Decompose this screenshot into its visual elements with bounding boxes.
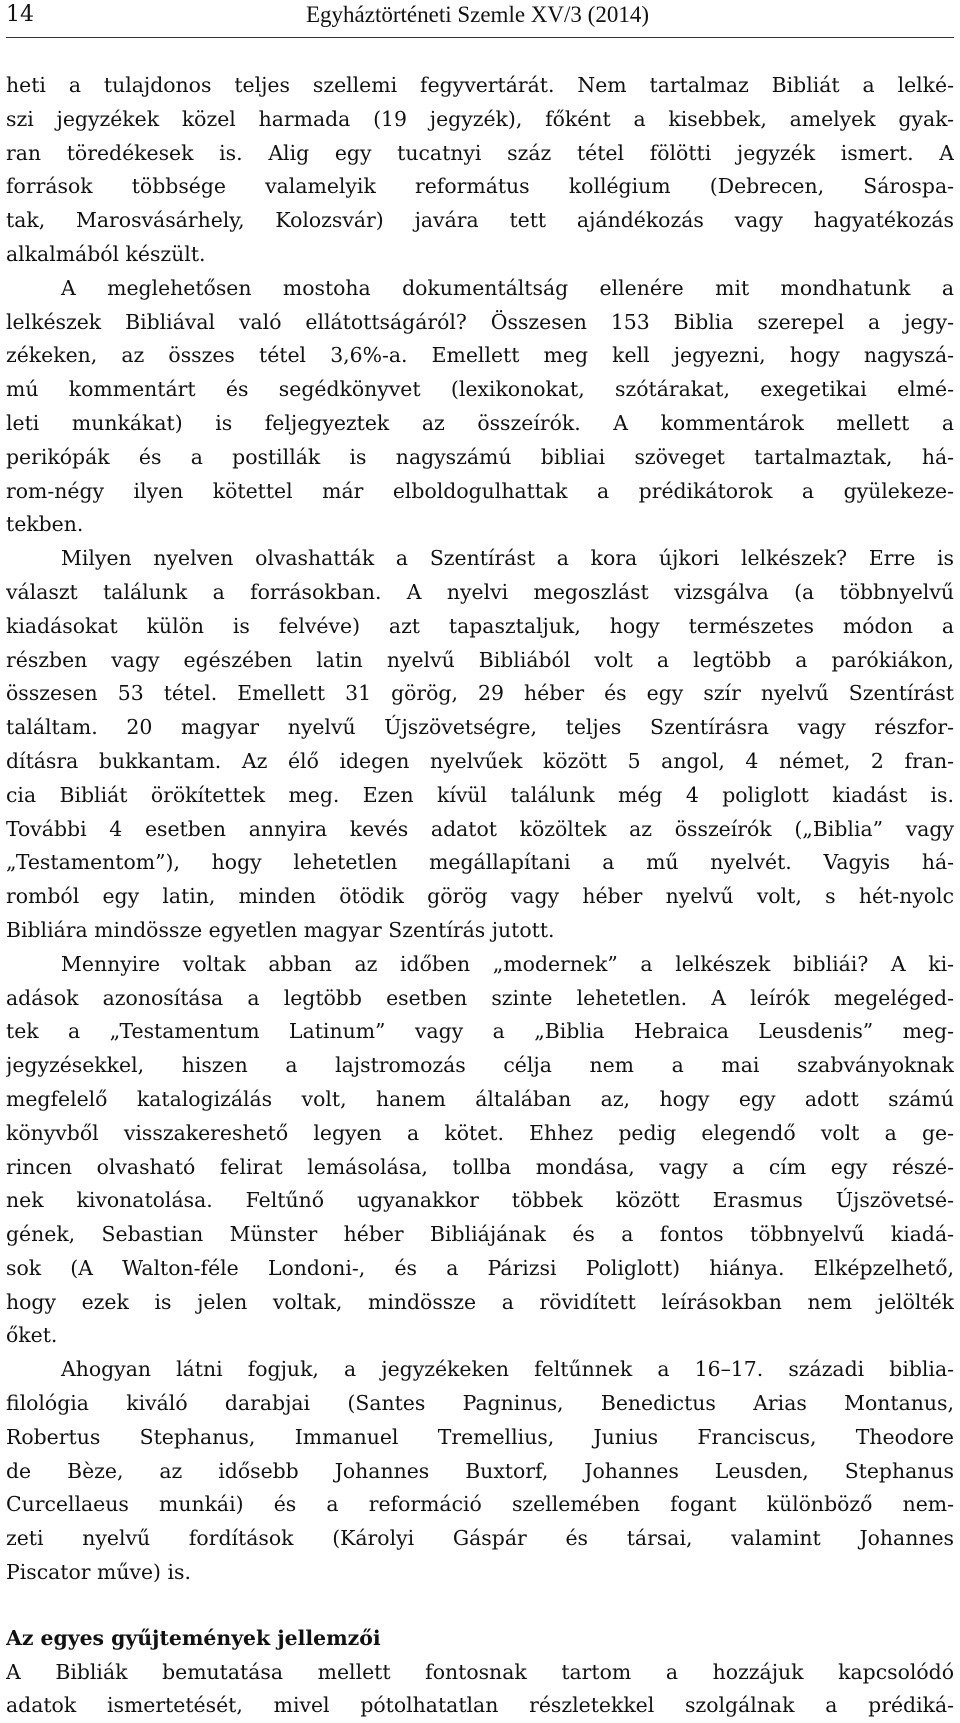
text-line: rincen olvasható felirat lemásolása, tollba mondása, vagy a cím egy részé- (6, 1154, 954, 1179)
paragraph-start-line: Ahogyan látni fogjuk, a jegyzékeken feltűnnek a 16–17. századi biblia- (61, 1357, 954, 1382)
document-page (6, 0, 954, 1723)
paragraph-start-line: A meglehetősen mostoha dokumentáltság ellenére mit mondhatunk a (61, 275, 954, 300)
text-line: Piscator műve) is. (6, 1560, 191, 1585)
text-line: választ találunk a forrásokban. A nyelvi megoszlást vizsgálva (a többnyelvű (6, 579, 954, 604)
text-line: források többsége valamelyik református kollégium (Debrecen, Sárospa- (6, 174, 954, 199)
text-line: adások azonosítása a legtöbb esetben szinte lehetetlen. A leírók megeléged- (6, 985, 954, 1010)
text-line: őket. (6, 1323, 58, 1348)
text-line: nek kivonatolása. Feltűnő ugyanakkor többek között Erasmus Újszövetsé- (6, 1188, 954, 1213)
section-spacer (6, 1590, 954, 1622)
text-line: lelkészek Bibliával való ellátottságáról? Összesen 153 Biblia szerepel a jegy- (6, 309, 954, 334)
text-line: „Testamentom”), hogy lehetetlen megállapítani a mű nyelvét. Vagyis há- (6, 850, 954, 875)
text-line: További 4 esetben annyira kevés adatot közöltek az összeírók („Biblia” vagy (6, 816, 954, 841)
text-line: kiadásokat külön is felvéve) azt tapasztaljuk, hogy természetes módon a (6, 613, 954, 638)
text-line: részben vagy egészében latin nyelvű Bibliából volt a legtöbb a parókiákon, (6, 647, 954, 672)
text-line: szi jegyzékek közel harmada (19 jegyzék), főként a kisebbek, amelyek gyak- (6, 106, 954, 131)
text-line: Curcellaeus munkái) és a reformáció szellemében fogant különböző nem- (6, 1492, 954, 1517)
text-line: A Bibliák bemutatása mellett fontosnak tartom a hozzájuk kapcsolódó (6, 1659, 954, 1684)
text-line: zékeken, az összes tétel 3,6%-a. Emellett meg kell jegyezni, hogy nagyszá- (6, 343, 954, 368)
running-header (6, 0, 954, 38)
paragraph-start-line: Mennyire voltak abban az időben „modernek” a lelkészek bibliái? A ki- (61, 951, 954, 976)
text-line: heti a tulajdonos teljes szellemi fegyvertárát. Nem tartalmaz Bibliát a lelké- (6, 73, 954, 97)
text-line: dításra bukkantam. Az élő idegen nyelvűek között 5 angol, 4 német, 2 fran- (6, 748, 954, 773)
text-line: romból egy latin, minden ötödik görög vagy héber nyelvű volt, s hét-nyolc (6, 884, 954, 909)
text-line: hogy ezek is jelen voltak, mindössze a rövidített leírásokban nem jelölték (6, 1289, 954, 1314)
text-line: találtam. 20 magyar nyelvű Újszövetségre, teljes Szentírásra vagy részfor- (6, 715, 954, 740)
page-number: 14 (6, 2, 34, 27)
text-line: megfelelő katalogizálás volt, hanem általában az, hogy egy adott számú (6, 1086, 954, 1111)
paragraph-start-line: Milyen nyelven olvashatták a Szentírást a kora újkori lelkészek? Erre is (61, 546, 954, 571)
text-line: mú kommentárt és segédkönyvet (lexikonokat, szótárakat, exegetikai elmé- (6, 377, 954, 402)
text-line: Bibliára mindössze egyetlen magyar Szentírás jutott. (6, 917, 555, 942)
text-line: perikópák és a postillák is nagyszámú bibliai szöveget tartalmaztak, há- (6, 444, 954, 469)
text-line: de Bèze, az idősebb Johannes Buxtorf, Johannes Leusden, Stephanus (6, 1458, 954, 1483)
text-line: filológia kiváló darabjai (Santes Pagninus, Benedictus Arias Montanus, (6, 1391, 954, 1416)
text-line: sok (A Walton-féle Londoni-, és a Párizsi Poliglott) hiánya. Elképzelhető, (6, 1255, 954, 1280)
text-line: összesen 53 tétel. Emellett 31 görög, 29 héber és egy szír nyelvű Szentírást (6, 681, 954, 706)
text-line: adatok ismertetését, mivel pótolhatatlan részletekkel szolgálnak a prédiká- (6, 1693, 954, 1718)
text-line: tak, Marosvásárhely, Kolozsvár) javára tett ajándékozás vagy hagyatékozás (6, 208, 954, 233)
text-line: jegyzésekkel, hiszen a lajstromozás célja nem a mai szabványoknak (6, 1053, 954, 1078)
text-line: ran töredékesek is. Alig egy tucatnyi száz tétel fölötti jegyzék ismert. A (6, 140, 954, 165)
journal-title: Egyháztörténeti Szemle XV/3 (2014) (306, 2, 649, 27)
section-heading: Az egyes gyűjtemények jellemzői (6, 1625, 381, 1650)
text-line: gének, Sebastian Münster héber Bibliájának és a fontos többnyelvű kiadá- (6, 1222, 954, 1247)
text-line: zeti nyelvű fordítások (Károlyi Gáspár és társai, valamint Johannes (6, 1526, 954, 1551)
text-line: könyvből visszakereshető legyen a kötet. Ehhez pedig elegendő volt a ge- (6, 1120, 954, 1145)
body-text (6, 69, 954, 1723)
text-line: tekben. (6, 512, 84, 537)
text-line: alkalmából készült. (6, 241, 206, 266)
text-line: Robertus Stephanus, Immanuel Tremellius, Junius Franciscus, Theodore (6, 1424, 954, 1449)
text-line: tek a „Testamentum Latinum” vagy a „Biblia Hebraica Leusdenis” meg- (6, 1019, 954, 1044)
text-line: cia Bibliát örökítettek meg. Ezen kívül találunk még 4 poliglott kiadást is. (6, 782, 954, 807)
text-line: leti munkákat) is feljegyeztek az összeírók. A kommentárok mellett a (6, 410, 954, 435)
text-line: rom-négy ilyen kötettel már elboldogulhattak a prédikátorok a gyülekeze- (6, 478, 954, 503)
